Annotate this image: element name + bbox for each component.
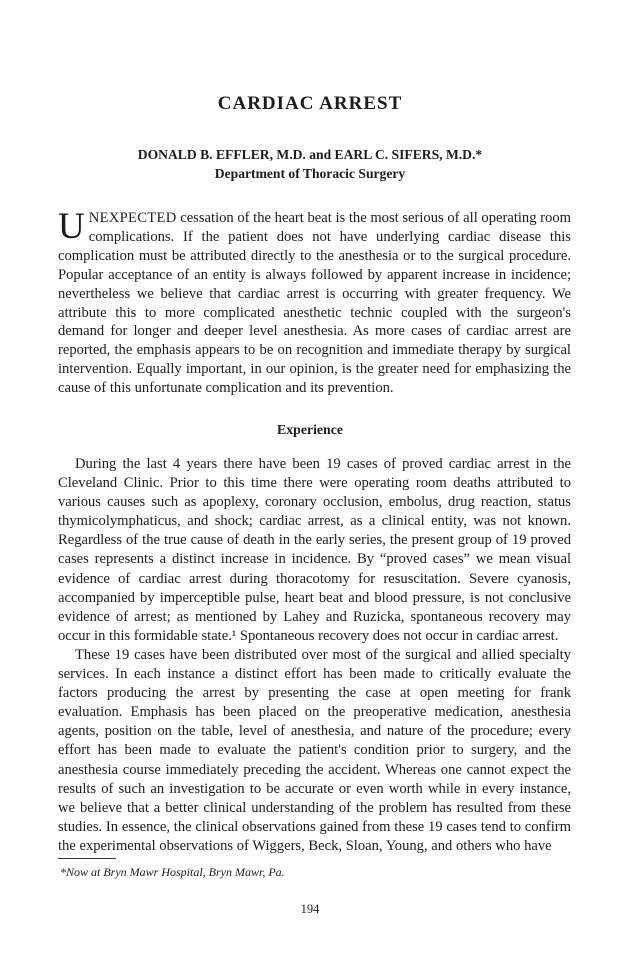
intro-lead-word: NEXPECTED xyxy=(88,210,177,226)
intro-paragraph xyxy=(58,206,571,398)
section-body xyxy=(58,455,571,856)
author-line: DONALD B. EFFLER, M.D. and EARL C. SIFERS, M.D.* xyxy=(137,147,483,162)
department-line: Department of Thoracic Surgery xyxy=(214,166,406,181)
footnote: *Now at Bryn Mawr Hospital, Bryn Mawr, Pa. xyxy=(60,865,285,879)
intro-text: cessation of the heart beat is the most serious of all operating room complications. If the patient does not have underlying cardiac disease this complication must be attributed directly to the anesthesia or to the surgical procedure. Popular acceptance of an entity is always followed by apparent increase in incidence; nevertheless we believe that cardiac arrest is occurring with greater frequency. We attribute this to more complicated anesthetic technic coupled with the surgeon's demand for longer and deeper level anesthesia. As more cases of cardiac arrest are reported, the emphasis appears to be on recognition and immediate therapy by surgical intervention. Equally important, in our opinion, is the greater need for emphasizing the cause of this unfortunate complication and its prevention. xyxy=(58,210,571,397)
article-title: CARDIAC ARREST xyxy=(217,93,403,114)
page-number: 194 xyxy=(300,902,320,916)
footnote-rule xyxy=(58,858,116,859)
body-paragraph: During the last 4 years there have been 19 cases of proved cardiac arrest in the Cleveland Clinic. Prior to this time there were operating room deaths attributed to various causes such as apoplexy, coronary occlusion, embolus, drug reaction, status thymicolymphaticus, and shock; cardiac arrest, as a clinical entity, was not known. Regardless of the true cause of death in the early series, the present group of 19 proved cases represents a distinct increase in incidence. By “proved cases” we mean visual evidence of cardiac arrest during thoracotomy for resuscitation. Severe cyanosis, accompanied by imperceptible pulse, heart beat and blood pressure, is not conclusive evidence of arrest; as mentioned by Lahey and Ruzicka, spontaneous recovery may occur in this formidable state.¹ Spontaneous recovery does not occur in cardiac arrest. xyxy=(58,456,571,644)
drop-cap: U xyxy=(58,206,85,247)
body-paragraph: These 19 cases have been distributed over most of the surgical and allied specialty services. In each instance a distinct effort has been made to critically evaluate the factors producing the arrest by presenting the case at open meeting for frank evaluation. Emphasis has been placed on the preoperative medication, anesthesia agents, position on the table, level of anesthesia, and nature of the procedure; every effort has been made to evaluate the patient's condition prior to surgery, and the anesthesia course immediately preceding the accident. Whereas one cannot expect the results of such an investigation to be accurate or even worth while in every instance, we believe that a better clinical understanding of the problem has resulted from these studies. In essence, the clinical observations gained from these 19 cases tend to confirm the experimental observations of Wiggers, Beck, Sloan, Young, and others who have xyxy=(58,646,571,854)
section-heading: Experience xyxy=(277,422,343,437)
